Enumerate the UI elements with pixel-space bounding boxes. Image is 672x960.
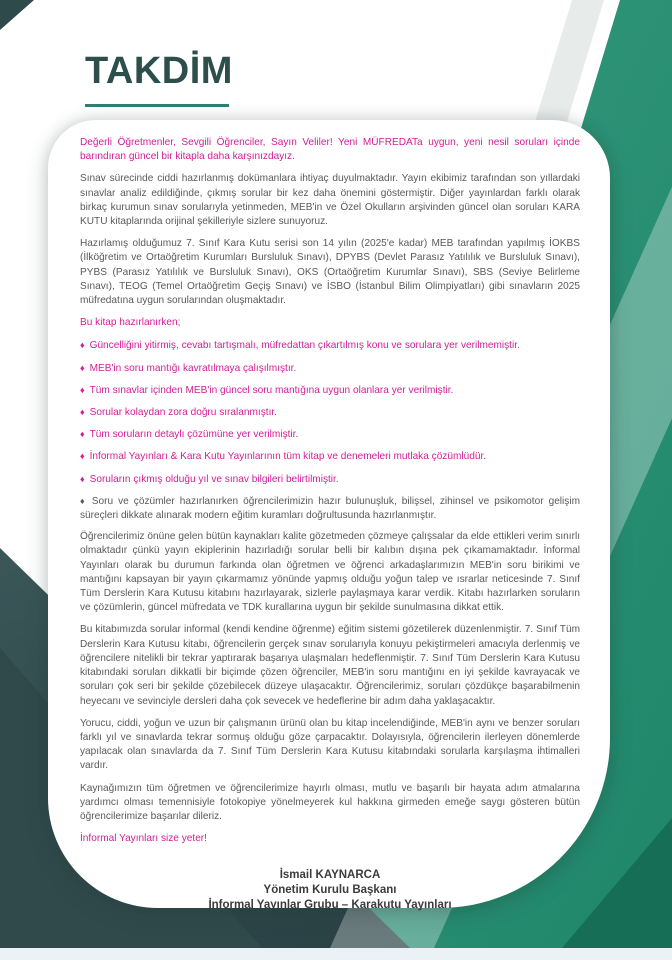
- bullet-item: [80, 472, 580, 487]
- body-paragraph: Yorucu, ciddi, yoğun ve uzun bir çalışmanın ürünü olan bu kitap incelendiğinde, MEB'in aynı ve benzer soruları farklı yıl ve sınavlarda tekrar sormuş olduğu göze çarpacaktır. Dolayısıyla, öğrencilerin ilerleyen dönemlerde yapılacak olan sınavlarda da 7. Sınıf Tüm Derslerin Kara Kutusu kitabındaki sorularla karşılaşma ihtimalleri vardır.: [80, 717, 580, 772]
- diamond-bullet-icon: ♦: [80, 340, 85, 351]
- diamond-bullet-icon: ♦: [80, 384, 85, 395]
- body-paragraph: Kaynağımızın tüm öğretmen ve öğrencilerimize hayırlı olması, mutlu ve başarılı bir hayata adım atmalarına yardımcı olması temennisiyle fotokopiye yönelmeyerek kul hakkına girmeden emeğe saygı gösteren bütün öğrencilerimize başarılar dileriz.: [80, 782, 580, 822]
- bullet-text: Güncelliğini yitirmiş, cevabı tartışmalı, müfredattan çıkartılmış konu ve sorulara yer verilmemiştir.: [89, 340, 520, 352]
- diamond-bullet-icon: ♦: [80, 407, 85, 418]
- bullet-text: MEB'in soru mantığı kavratılmaya çalışılmıştır.: [89, 362, 297, 374]
- bullet-text: Sorular kolaydan zora doğru sıralanmıştır.: [89, 407, 277, 419]
- bottom-light-strip: [0, 948, 672, 960]
- diamond-bullet-icon: ♦: [80, 495, 87, 506]
- body-paragraph: Sınav sürecinde ciddi hazırlanmış dokümanlara ihtiyaç duyulmaktadır. Yayın ekibimiz tarafından son yıllardaki sınavlar analiz edildiğinde, çıkmış sorular bir kez daha önemini göstermiştir. Diğer yayınlardan farklı olarak birkaç kurumun sınav sorularıyla yetinmeden, MEB'in ve Özel Okulların arşivinden güncel olan soruları KARA KUTU kitaplarında orijinal şekilleriyle sizlere sunuyoruz.: [80, 173, 580, 228]
- body-paragraph: Öğrencilerimiz önüne gelen bütün kaynakları kalite gözetmeden çözmeye çalışsalar da elde ettikleri verim sınırlı olmaktadır çünkü yayın ekiplerinin hazırladığı sorular belli bir kalıbın dışına pek çıkamamaktadır. İnformal Yayınları olarak bu durumun farkında olan öğretmen ve öğrenci arkadaşlarımızın MEB'in soru birikimi ve mantığını kapsayan bir yayın çıkarmamız yönünde yapmış olduğu yoğun talep ve ısrarlar neticesinde 7. Sınıf Tüm Derslerin Kara Kutusu kitabını hazırlayarak, sizlerle paylaşmaya karar verdik. Kitabı hazırlarken soruların ve çözümlerin, güncel müfredata ve TDK kurallarına uygun bir şekilde sunulmasına dikkat ettik.: [80, 531, 580, 614]
- bullet-text: Soru ve çözümler hazırlanırken öğrencilerimizin hazır bulunuşluk, bilişsel, zihinsel ve psikomotor gelişim süreçleri dikkate alınarak modern eğitim kuramları doğrultusunda hazırlanmıştır.: [80, 495, 580, 522]
- bullet-item: [80, 338, 580, 353]
- bullet-item: [80, 405, 580, 420]
- closing-slogan: İnformal Yayınları size yeter!: [80, 833, 207, 845]
- bullet-text: Tüm sınavlar içinden MEB'in güncel soru mantığına uygun olanlara yer verilmiştir.: [89, 384, 454, 396]
- lead-in-line: Bu kitap hazırlanırken;: [80, 317, 181, 329]
- bullet-item: [80, 427, 580, 442]
- bullet-text: Tüm soruların detaylı çözümüne yer verilmiştir.: [89, 429, 299, 441]
- signature-role: Yönetim Kurulu Başkanı: [263, 884, 397, 897]
- bullet-text: İnformal Yayınları & Kara Kutu Yayınlarının tüm kitap ve denemeleri mutlaka çözümlüdür.: [89, 451, 487, 463]
- signature-block: [80, 868, 580, 913]
- body-paragraph: Hazırlamış olduğumuz 7. Sınıf Kara Kutu serisi son 14 yılın (2025'e kadar) MEB tarafından yapılmış İOKBS (İlköğretim ve Ortaöğretim Kurumları Bursluluk Sınavı), DPYBS (Devlet Parasız Yatılılık ve Bursluluk Sınavı), PYBS (Parasız Yatılılık ve Bursluluk Sınavı), OKS (Ortaöğretim Kurumlar Sınavı), SBS (Seviye Belirleme Sınavı), TEOG (Temel Ortaöğretim Geçiş Sınavı) ve İSBO (İstanbul Bilim Olimpiyatları) gibi sınavların 2025 müfredatına uygun sorularından oluşmaktadır.: [80, 238, 580, 307]
- diamond-bullet-icon: ♦: [80, 451, 85, 462]
- body-paragraph: Bu kitabımızda sorular informal (kendi kendine öğrenme) eğitim sistemi gözetilerek düzenlenmiştir. 7. Sınıf Tüm Derslerin Kara Kutusu kitabı, öğrencilerin gerçek sınav sorularıyla konuyu pekiştirmeleri amacıyla derlenmiş ve öğrencilere nitelikli bir tekrar yaptırarak başarıya ulaşmaları hedeflenmiştir. 7. Sınıf Tüm Derslerin Kara Kutusu kitabındaki soruları dikkatli bir biçimde çözen öğrenciler, MEB'in soru mantığını en iyi şekilde kavrayacak ve soruları çok seri bir şekilde çözebilecek düzeye ulaşacaktır. Öğrencilerimiz, soruları çözdükçe başarabilmenin heyecanı ve sevinciyle dersleri daha çok sevecek ve hedeflerine bir adım daha yaklaşacaktır.: [80, 624, 580, 707]
- title-underline: [85, 104, 229, 107]
- bullet-text: Soruların çıkmış olduğu yıl ve sınav bilgileri belirtilmiştir.: [89, 473, 339, 485]
- page-title: TAKDİM: [85, 50, 233, 92]
- signature-organization: İnformal Yayınlar Grubu – Karakutu Yayınları: [208, 899, 452, 912]
- bullet-item: [80, 449, 580, 464]
- diamond-bullet-icon: ♦: [80, 473, 85, 484]
- intro-paragraph: Değerli Öğretmenler, Sevgili Öğrenciler, Sayın Veliler! Yeni MÜFREDATa uygun, yeni nesil soruları içinde barındıran güncel bir kitapla daha karşınızdayız.: [80, 137, 580, 163]
- signature-name: İsmail KAYNARCA: [279, 869, 381, 882]
- bullet-item: [80, 361, 580, 376]
- diamond-bullet-icon: ♦: [80, 362, 85, 373]
- bullet-item: [80, 383, 580, 398]
- diamond-bullet-icon: ♦: [80, 429, 85, 440]
- content-card: [48, 120, 610, 912]
- bullet-item: [80, 494, 580, 523]
